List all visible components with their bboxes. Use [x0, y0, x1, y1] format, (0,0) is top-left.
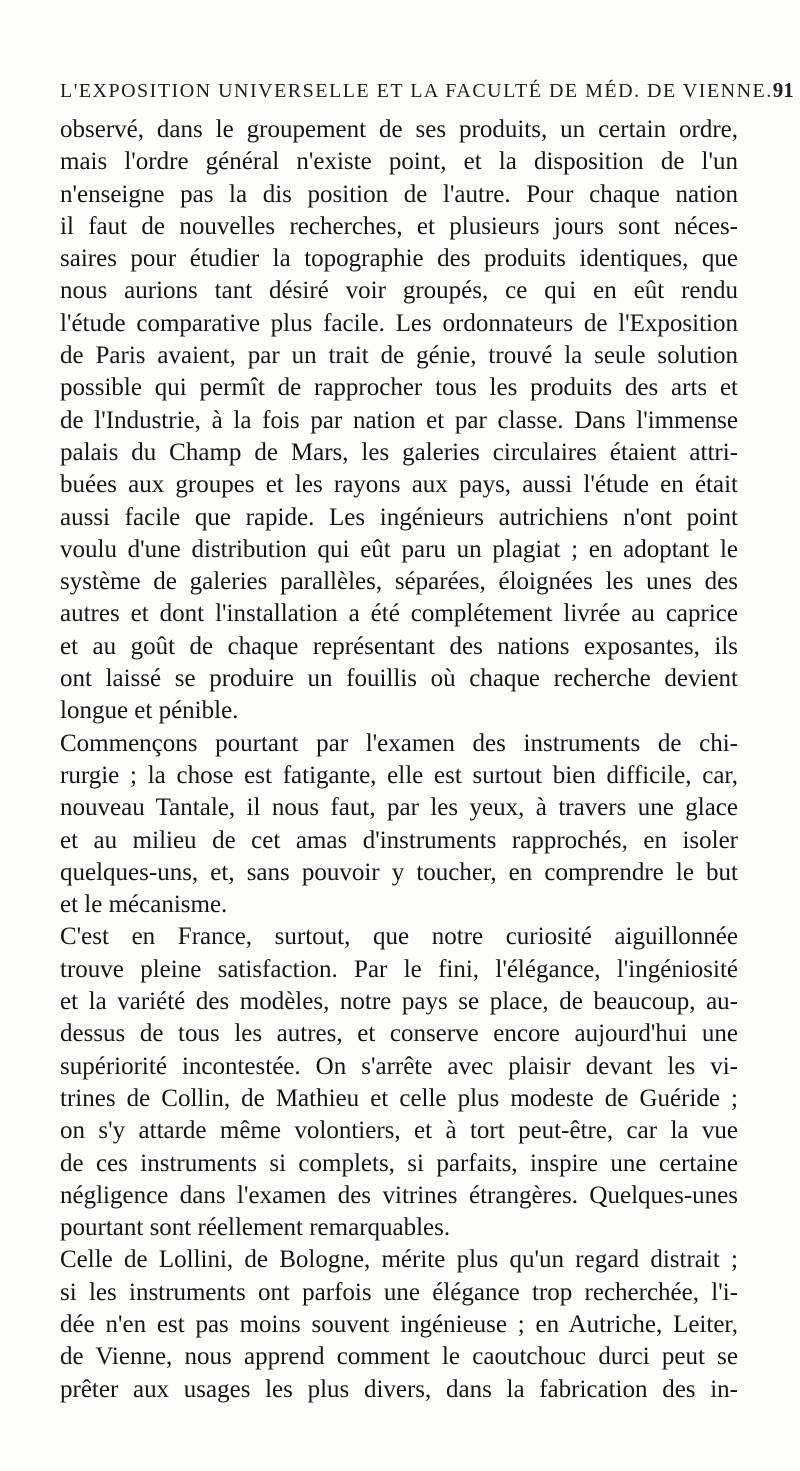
text-line: et au milieu de cet amas d'instruments rapprochés, en isoler: [60, 826, 738, 854]
text-line: de Vienne, nous apprend comment le caoutchouc durci peut se: [60, 1343, 738, 1371]
text-line: aussi facile que rapide. Les ingénieurs autrichiens n'ont point: [60, 503, 738, 531]
running-header: [60, 78, 794, 108]
page-number: 91: [772, 78, 794, 102]
text-line: pourtant sont réellement remarquables.: [60, 1214, 451, 1242]
text-line: prêter aux usages les plus divers, dans la fabrication des in-: [60, 1375, 738, 1403]
text-line: de Paris avaient, par un trait de génie, trouvé la seule solution: [60, 342, 738, 370]
text-line: système de galeries parallèles, séparées, éloignées les unes des: [60, 568, 738, 596]
text-line: de l'Industrie, à la fois par nation et par classe. Dans l'immense: [60, 406, 738, 434]
text-line: nous aurions tant désiré voir groupés, ce qui en eût rendu: [60, 277, 738, 305]
body-text: [60, 114, 738, 1406]
text-line: observé, dans le groupement de ses produits, un certain ordre,: [60, 116, 738, 143]
text-line: longue et pénible.: [60, 697, 239, 725]
text-line: C'est en France, surtout, que notre curiosité aiguillonnée: [60, 923, 738, 951]
text-line: trines de Collin, de Mathieu et celle plus modeste de Guéride ;: [60, 1084, 738, 1112]
text-line: quelques-uns, et, sans pouvoir y toucher, en comprendre le but: [60, 858, 738, 886]
text-line: voulu d'une distribution qui eût paru un plagiat ; en adoptant le: [60, 535, 738, 563]
text-line: il faut de nouvelles recherches, et plusieurs jours sont néces-: [60, 212, 738, 240]
text-line: mais l'ordre général n'existe point, et la disposition de l'un: [60, 148, 738, 176]
running-title: L'EXPOSITION UNIVERSELLE ET LA FACULTÉ DE MÉD. DE VIENNE.: [60, 80, 773, 102]
text-line: Celle de Lollini, de Bologne, mérite plus qu'un regard distrait ;: [60, 1246, 738, 1274]
text-line: de ces instruments si complets, si parfaits, inspire une certaine: [60, 1149, 738, 1177]
text-line: dée n'en est pas moins souvent ingénieuse ; en Autriche, Leiter,: [60, 1310, 738, 1338]
text-line: supériorité incontestée. On s'arrête avec plaisir devant les vi-: [60, 1052, 738, 1080]
text-line: et la variété des modèles, notre pays se place, de beaucoup, au-: [60, 988, 738, 1016]
text-line: si les instruments ont parfois une élégance trop recherchée, l'i-: [60, 1278, 738, 1306]
text-line: buées aux groupes et les rayons aux pays, aussi l'étude en était: [60, 471, 738, 499]
text-line: palais du Champ de Mars, les galeries circulaires étaient attri-: [60, 438, 738, 466]
text-line: trouve pleine satisfaction. Par le fini, l'élégance, l'ingéniosité: [60, 955, 738, 983]
text-line: on s'y attarde même volontiers, et à tort peut-être, car la vue: [60, 1117, 738, 1145]
text-line: Commençons pourtant par l'examen des instruments de chi-: [60, 729, 738, 757]
text-line: dessus de tous les autres, et conserve encore aujourd'hui une: [60, 1020, 738, 1048]
text-line: et le mécanisme.: [60, 891, 228, 919]
text-line: autres et dont l'installation a été complétement livrée au caprice: [60, 600, 738, 628]
text-line: ont laissé se produire un fouillis où chaque recherche devient: [60, 665, 738, 693]
text-line: nouveau Tantale, il nous faut, par les yeux, à travers une glace: [60, 794, 738, 822]
text-line: l'étude comparative plus facile. Les ordonnateurs de l'Exposition: [60, 309, 738, 337]
text-line: rurgie ; la chose est fatigante, elle est surtout bien difficile, car,: [60, 761, 738, 789]
text-line: et au goût de chaque représentant des nations exposantes, ils: [60, 632, 738, 660]
text-line: négligence dans l'examen des vitrines étrangères. Quelques-unes: [60, 1181, 738, 1209]
text-line: possible qui permît de rapprocher tous les produits des arts et: [60, 374, 738, 402]
text-line: saires pour étudier la topographie des produits identiques, que: [60, 245, 738, 273]
text-line: n'enseigne pas la dis position de l'autre. Pour chaque nation: [60, 180, 738, 208]
